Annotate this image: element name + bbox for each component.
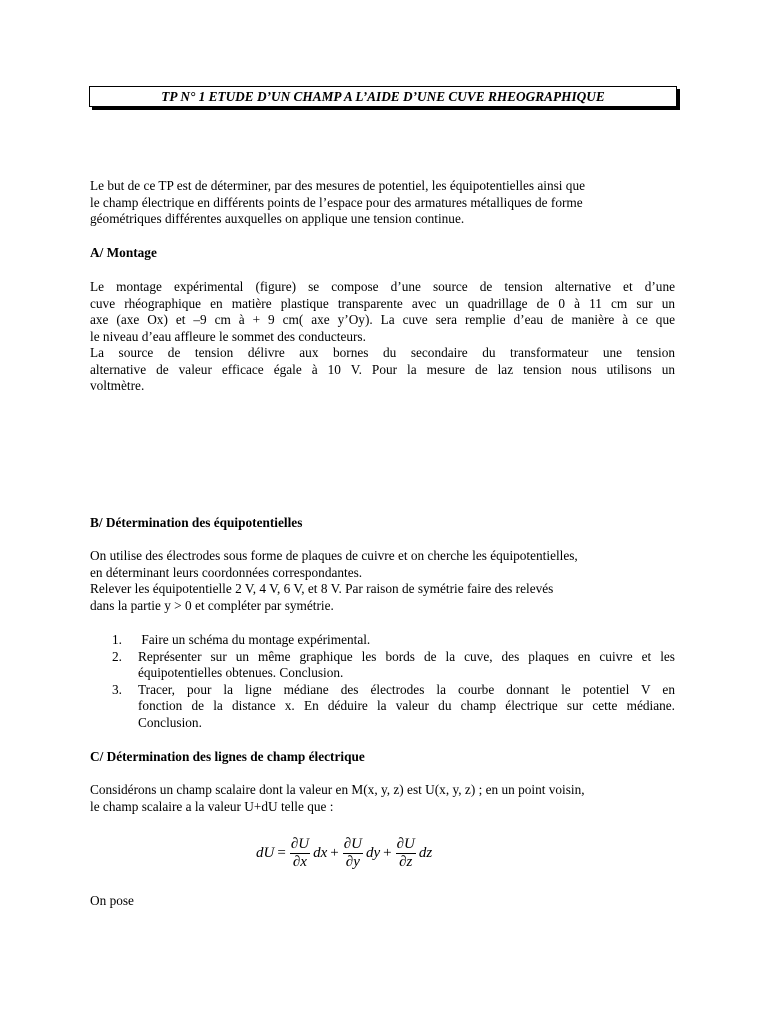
section-b-heading: B/ Détermination des équipotentielles [90, 515, 303, 530]
text-line: Tracer, pour la ligne médiane des électrodes la courbe donnant le potentiel V en [138, 681, 675, 697]
list-item [90, 649, 675, 682]
formula-plus: + [330, 844, 339, 861]
text-line: Conclusion. [138, 714, 202, 730]
list-item [90, 682, 675, 732]
page-title: TP N° 1 ETUDE D’UN CHAMP A L’AIDE D’UNE CUVE RHEOGRAPHIQUE [89, 86, 677, 107]
fraction-numerator: ∂U [396, 835, 415, 852]
partial-fraction-x [290, 836, 310, 871]
text-line: équipotentielles obtenues. Conclusion. [138, 665, 344, 680]
text-line: Faire un schéma du montage expérimental. [138, 632, 371, 647]
text-line: voltmètre. [90, 378, 145, 393]
text-line: axe (axe Ox) et –9 cm à + 9 cm( axe y’Oy). La cuve sera remplie d’eau de manière à ce que [90, 312, 675, 327]
text-line: On utilise des électrodes sous forme de plaques de cuivre et on cherche les équipotentielles, [90, 548, 578, 563]
tasks-list [90, 632, 675, 731]
closing-text: On pose [90, 893, 134, 908]
text-line: Le but de ce TP est de déterminer, par des mesures de potentiel, les équipotentielles ainsi que [90, 178, 585, 193]
fraction-numerator: ∂U [290, 835, 310, 852]
fraction-denominator: ∂x [292, 853, 307, 870]
text-line: géométriques différentes auxquelles on applique une tension continue. [90, 211, 465, 226]
list-number: 2. [112, 648, 122, 664]
formula-plus: + [383, 844, 392, 861]
section-c-paragraph-1 [90, 782, 675, 815]
formula-dx: dx [313, 844, 328, 861]
section-b-paragraph-1 [90, 548, 675, 614]
text-line: en déterminant leurs coordonnées correspondantes. [90, 564, 363, 580]
section-a-paragraph-1 [90, 279, 675, 395]
section-a-heading: A/ Montage [90, 245, 157, 260]
text-line: Le montage expérimental (figure) se compose d’une source de tension alternative et d’une [90, 279, 675, 294]
list-number: 3. [112, 681, 122, 697]
text-line: La source de tension délivre aux bornes du secondaire du transformateur une tension [90, 345, 675, 360]
list-item [90, 632, 675, 649]
text-line: dans la partie y > 0 et compléter par symétrie. [90, 597, 334, 613]
text-line: Considérons un champ scalaire dont la valeur en M(x, y, z) est U(x, y, z) ; en un point voisin, [90, 782, 585, 797]
intro-paragraph [90, 178, 675, 228]
formula-dy: dy [365, 844, 381, 861]
partial-fraction-z [396, 836, 416, 871]
text-line: fonction de la distance x. En déduire la valeur du champ électrique sur cette médiane. [138, 698, 675, 713]
text-line: Relever les équipotentielle 2 V, 4 V, 6 V, et 8 V. Par raison de symétrie faire des relevés [90, 581, 554, 596]
text-line: le champ scalaire a la valeur U+dU telle que : [90, 798, 334, 814]
text-line: cuve rhéographique en matière plastique transparente avec un quadrillage de 0 à 11 cm sur un [90, 295, 675, 311]
fraction-denominator: ∂z [399, 853, 413, 870]
formula-dz: dz [418, 844, 433, 861]
text-line: le niveau d’eau affleure le sommet des conducteurs. [90, 328, 366, 344]
section-c-heading: C/ Détermination des lignes de champ électrique [90, 749, 365, 764]
text-line: le champ électrique en différents points de l’espace pour des armatures métalliques de forme [90, 194, 583, 210]
formula-lhs: dU [256, 844, 275, 861]
partial-fraction-y [343, 836, 363, 871]
fraction-denominator: ∂y [345, 853, 360, 870]
text-line: Représenter sur un même graphique les bords de la cuve, des plaques en cuivre et les [138, 648, 675, 664]
differential-formula [255, 831, 433, 875]
text-line: alternative de valeur efficace égale à 10 V. Pour la mesure de laz tension nous utilisons un [90, 361, 675, 377]
list-number: 1. [112, 632, 122, 647]
formula-equals: = [277, 844, 286, 861]
fraction-numerator: ∂U [343, 835, 362, 852]
